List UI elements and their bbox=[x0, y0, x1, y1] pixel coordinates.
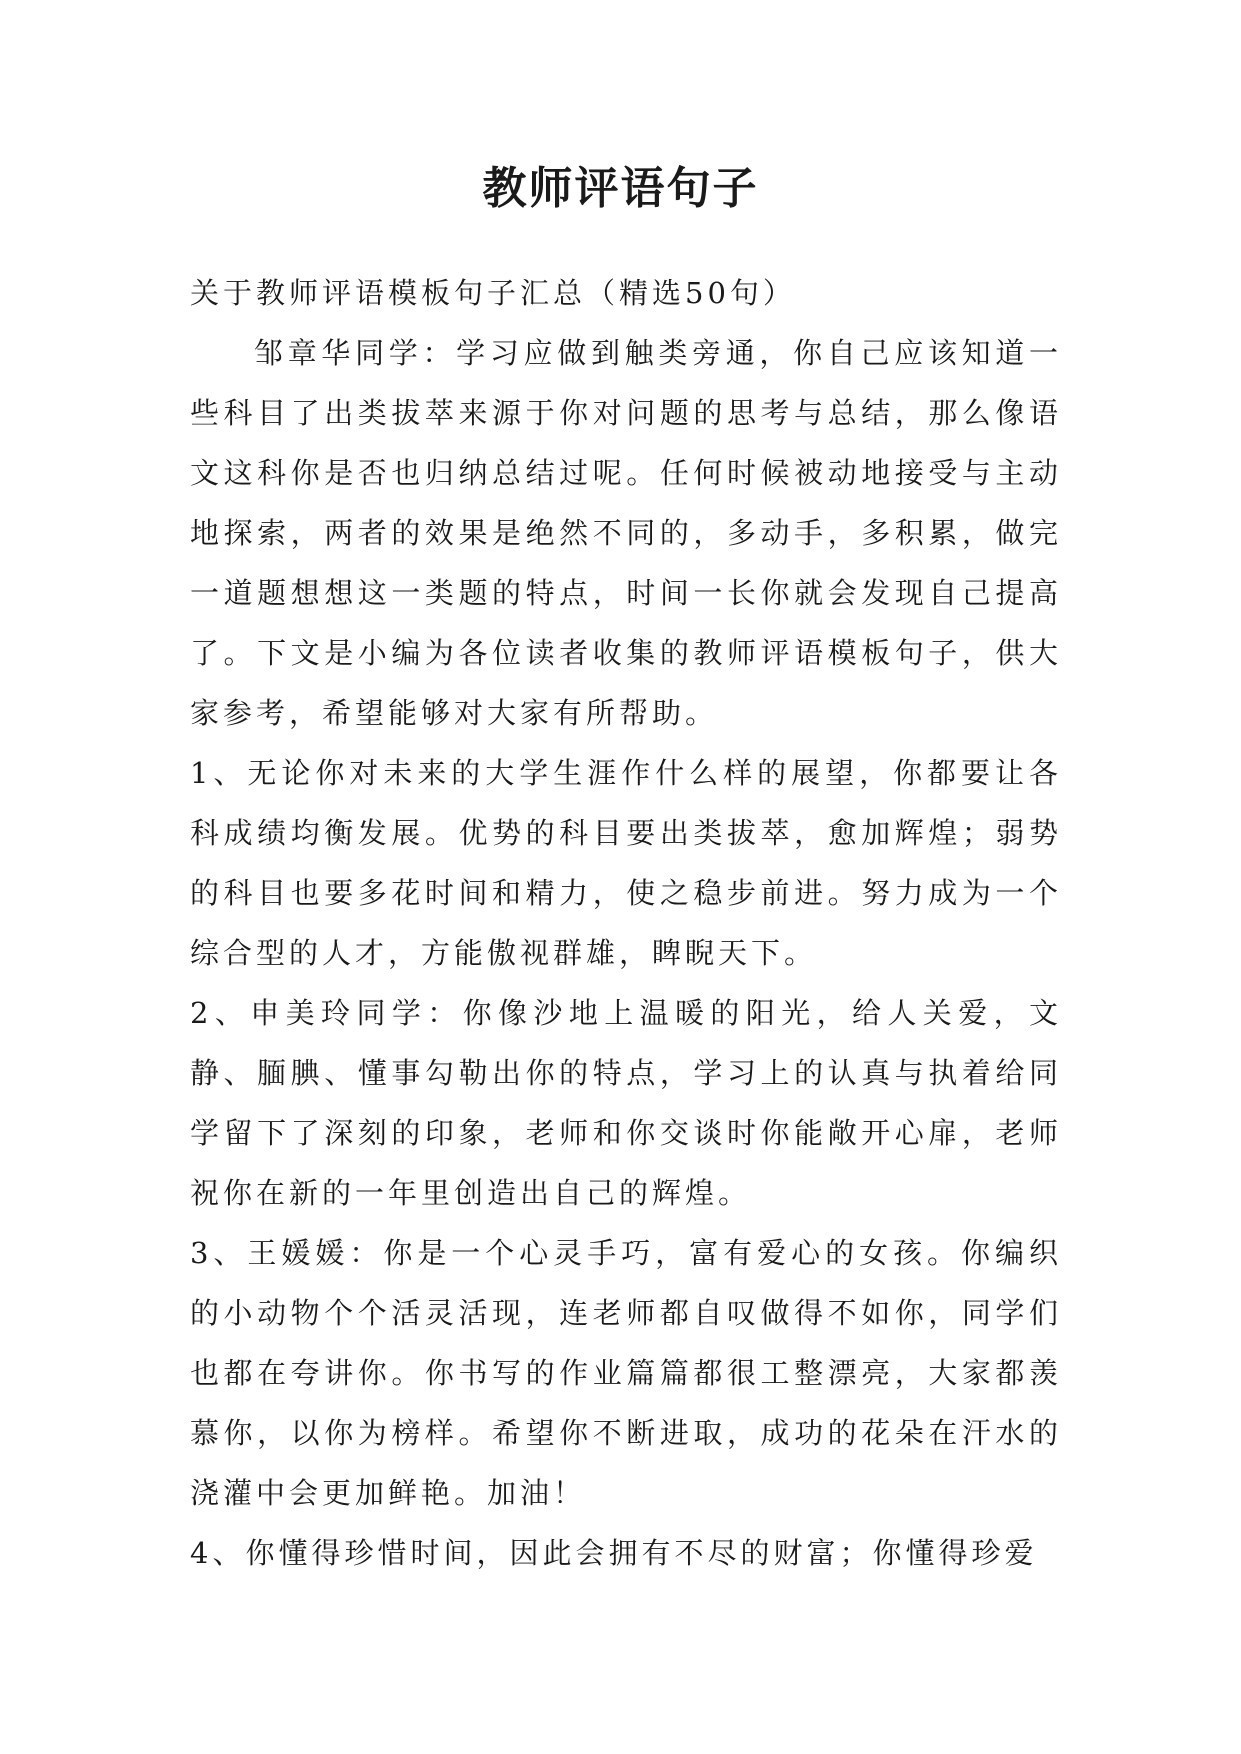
document-subtitle: 关于教师评语模板句子汇总（精选50句） bbox=[190, 276, 796, 310]
comment-item-1: 1、无论你对未来的大学生涯作什么样的展望，你都要让各科成绩均衡发展。优势的科目要出类拔萃，愈加辉煌；弱势的科目也要多花时间和精力，使之稳步前进。努力成为一个综合型的人才，方能傲视群雄，睥睨天下。 bbox=[190, 756, 1062, 970]
document-title: 教师评语句子 bbox=[482, 163, 759, 214]
comment-item-4: 4、你懂得珍惜时间，因此会拥有不尽的财富；你懂得珍爱 bbox=[190, 1536, 1038, 1570]
comment-item-2: 2、申美玲同学：你像沙地上温暖的阳光，给人关爱，文静、腼腆、懂事勾勒出你的特点，学习上的认真与执着给同学留下了深刻的印象，老师和你交谈时你能敞开心扉，老师祝你在新的一年里创造出自己的辉煌。 bbox=[190, 996, 1062, 1210]
document-body bbox=[190, 263, 1062, 1583]
comment-item-3: 3、王媛媛：你是一个心灵手巧，富有爱心的女孩。你编织的小动物个个活灵活现，连老师都自叹做得不如你，同学们也都在夸讲你。你书写的作业篇篇都很工整漂亮，大家都羡慕你，以你为榜样。希望你不断进取，成功的花朵在汗水的浇灌中会更加鲜艳。加油！ bbox=[190, 1236, 1062, 1510]
intro-paragraph: 邹章华同学：学习应做到触类旁通，你自己应该知道一些科目了出类拔萃来源于你对问题的思考与总结，那么像语文这科你是否也归纳总结过呢。任何时候被动地接受与主动地探索，两者的效果是绝然不同的，多动手，多积累，做完一道题想想这一类题的特点，时间一长你就会发现自己提高了。下文是小编为各位读者收集的教师评语模板句子，供大家参考，希望能够对大家有所帮助。 bbox=[190, 336, 1062, 730]
